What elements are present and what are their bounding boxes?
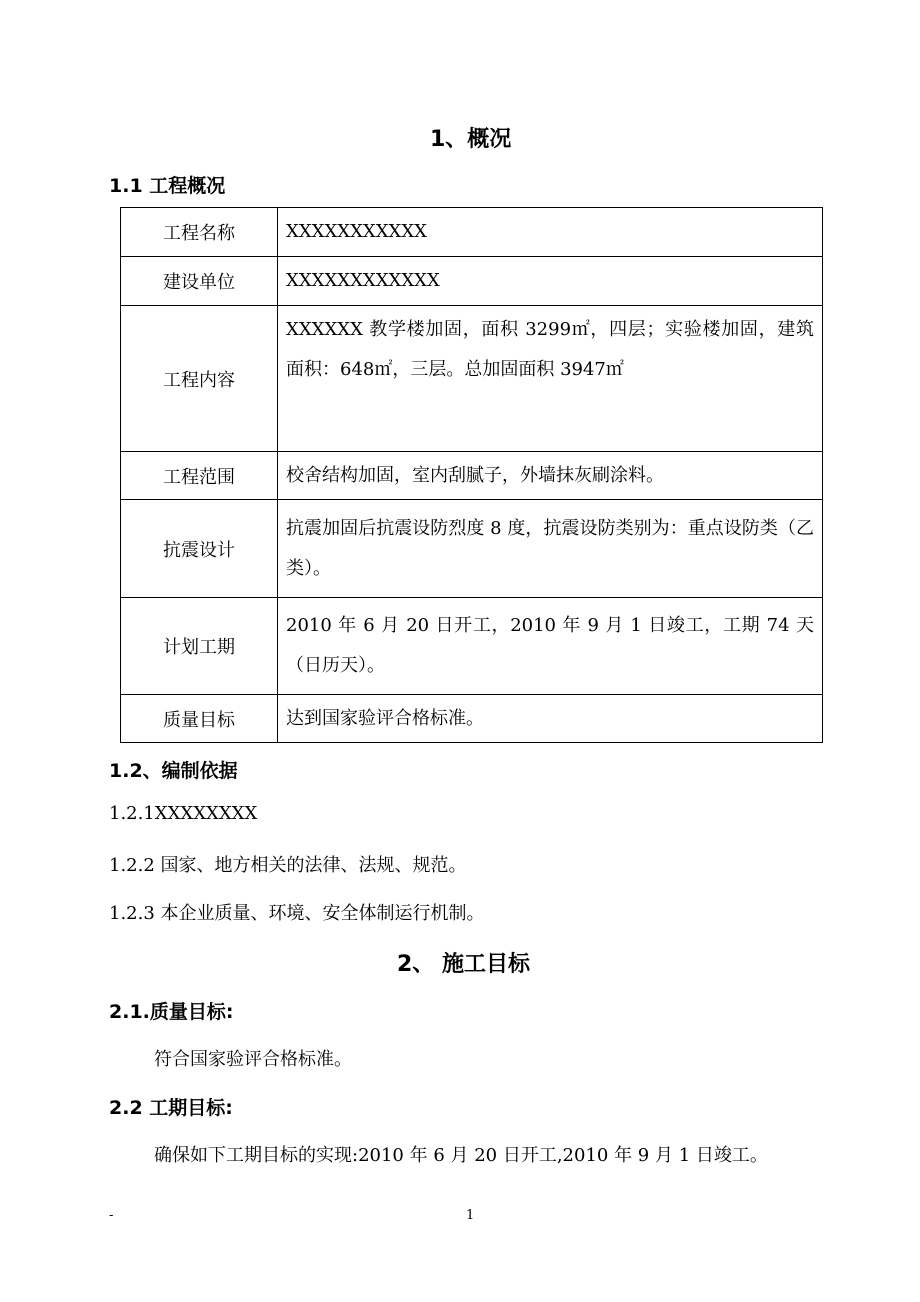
table-row (121, 452, 823, 500)
table-label: 建设单位 (121, 257, 278, 306)
schedule-goal-heading: 2.2 工期目标: (109, 1097, 233, 1119)
quality-goal-heading: 2.1.质量目标: (109, 1001, 234, 1023)
table-value: 达到国家验评合格标准。 (278, 695, 823, 743)
table-label: 工程范围 (121, 452, 278, 500)
table-row (121, 208, 823, 257)
footer-mark: - (109, 1208, 114, 1223)
table-value: XXXXXXXXXXXX (278, 257, 823, 306)
table-value: 2010 年 6 月 20 日开工，2010 年 9 月 1 日竣工，工期 74 天（日历天）。 (278, 598, 823, 695)
basis-item: 1.2.1XXXXXXXX (109, 803, 258, 824)
schedule-goal-text: 确保如下工期目标的实现:2010 年 6 月 20 日开工,2010 年 9 月 1 日竣工。 (154, 1145, 768, 1166)
table-row (121, 695, 823, 743)
basis-item: 1.2.3 本企业质量、环境、安全体制运行机制。 (109, 903, 485, 924)
table-row (121, 257, 823, 306)
table-label: 质量目标 (121, 695, 278, 743)
table-label: 工程名称 (121, 208, 278, 257)
table-value: XXXXXX 教学楼加固，面积 3299㎡，四层；实验楼加固，建筑面积：648㎡，三层。总加固面积 3947㎡ (278, 306, 823, 452)
basis-item: 1.2.2 国家、地方相关的法律、法规、规范。 (109, 855, 467, 876)
project-overview-table (120, 207, 823, 743)
subsection-1-1-heading: 1.1 工程概况 (109, 175, 226, 197)
table-label: 工程内容 (121, 306, 278, 452)
table-value: XXXXXXXXXXX (278, 208, 823, 257)
table-label: 抗震设计 (121, 500, 278, 598)
section2-title: 2、 施工目标 (397, 952, 530, 977)
section1-title: 1、概况 (430, 127, 512, 152)
table-value: 抗震加固后抗震设防烈度 8 度，抗震设防类别为：重点设防类（乙类）。 (278, 500, 823, 598)
table-value: 校舍结构加固，室内刮腻子，外墙抹灰刷涂料。 (278, 452, 823, 500)
page-number: 1 (466, 1208, 475, 1223)
table-label: 计划工期 (121, 598, 278, 695)
table-row (121, 500, 823, 598)
subsection-1-2-heading: 1.2、编制依据 (109, 760, 238, 782)
quality-goal-text: 符合国家验评合格标准。 (154, 1049, 352, 1070)
table-row (121, 306, 823, 452)
table-row (121, 598, 823, 695)
